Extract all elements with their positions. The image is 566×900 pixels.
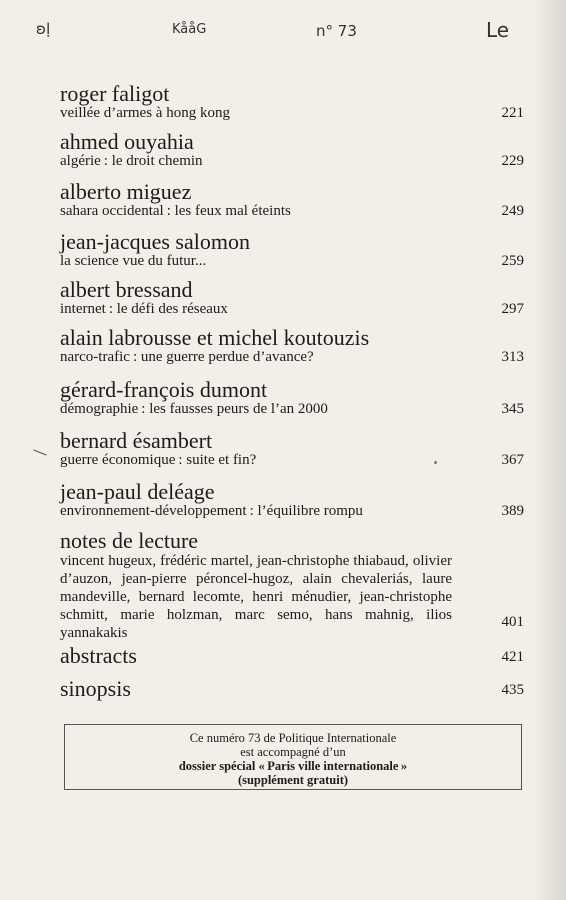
sinopsis-page: 435: [501, 682, 524, 698]
entry-title: sahara occidental : les feux mal éteints: [60, 203, 291, 219]
toc-entry: [60, 481, 524, 519]
entry-author: jean-jacques salomon: [60, 229, 250, 254]
entry-author: bernard ésambert: [60, 428, 213, 453]
toc-entry: [60, 231, 524, 269]
toc-entry: [60, 83, 524, 121]
entry-title: veillée d’armes à hong kong: [60, 105, 230, 121]
entry-page: 249: [501, 203, 524, 219]
entry-page: 389: [501, 503, 524, 519]
entry-page: 259: [501, 253, 524, 269]
notes-page: 401: [501, 614, 524, 630]
toc-entry: [60, 279, 524, 317]
entry-page: 297: [501, 301, 524, 317]
toc-entry: [60, 131, 524, 169]
entry-author: jean-paul deléage: [60, 479, 215, 504]
toc-entry: [60, 181, 524, 219]
entry-title: narco-trafic : une guerre perdue d’avance?: [60, 349, 314, 365]
notes-heading: notes de lecture: [60, 528, 199, 553]
notice-line: dossier spécial « Paris ville internationale »: [178, 759, 408, 773]
entry-title: la science vue du futur...: [60, 253, 207, 269]
sinopsis-title: sinopsis: [60, 676, 131, 701]
entry-title: internet : le défi des réseaux: [60, 301, 228, 317]
notice-line: Ce numéro 73 de Politique Internationale: [189, 731, 397, 745]
pencil-tick-mark: [33, 449, 46, 455]
handwritten-mark: Le: [486, 18, 510, 42]
entry-page: 345: [501, 401, 524, 417]
notice-line: est accompagné d’un: [240, 745, 346, 759]
abstracts-page: 421: [501, 649, 524, 665]
entry-title: algérie : le droit chemin: [60, 153, 203, 169]
abstracts-title: abstracts: [60, 643, 137, 668]
entry-author: gérard-françois dumont: [60, 377, 268, 402]
toc-entry: [60, 327, 524, 365]
entry-author: ahmed ouyahia: [60, 129, 194, 154]
entry-page: 221: [501, 105, 524, 121]
toc-entry: [60, 379, 524, 417]
scan-speck: [434, 461, 437, 464]
entry-page: 313: [501, 349, 524, 365]
page-edge-shadow: [532, 0, 566, 900]
entry-page: 367: [501, 452, 524, 468]
notes-section: [60, 530, 524, 642]
entry-title: démographie : les fausses peurs de l’an 2000: [60, 401, 328, 417]
notice-line: (supplément gratuit): [237, 773, 349, 787]
entry-author: alain labrousse et michel koutouzis: [60, 325, 370, 350]
entry-title: guerre économique : suite et fin?: [60, 452, 257, 468]
entry-author: alberto miguez: [60, 179, 192, 204]
entry-author: albert bressand: [60, 277, 193, 302]
handwritten-mark: KååG: [172, 22, 207, 37]
supplement-notice-box: [64, 724, 522, 790]
toc-entry: [60, 430, 524, 468]
sinopsis-section: [60, 678, 524, 700]
entry-title: environnement-développement : l’équilibre rompu: [60, 503, 363, 519]
entry-page: 229: [501, 153, 524, 169]
handwritten-mark: ʚḷ: [36, 20, 51, 38]
entry-author: roger faligot: [60, 81, 170, 106]
handwritten-issue-number: n° 73: [316, 22, 357, 40]
notes-reviewers: vincent hugeux, frédéric martel, jean-christophe thiabaud, olivier d’auzon, jean-pierre péroncel-hugoz, alain chevaleriás, laure mandeville, bernard lecomte, henri ménudier, jean-christophe schmitt, marie holzman, marc semo, hans mahnig, ilios yannakakis: [60, 553, 452, 641]
abstracts-section: [60, 645, 524, 667]
